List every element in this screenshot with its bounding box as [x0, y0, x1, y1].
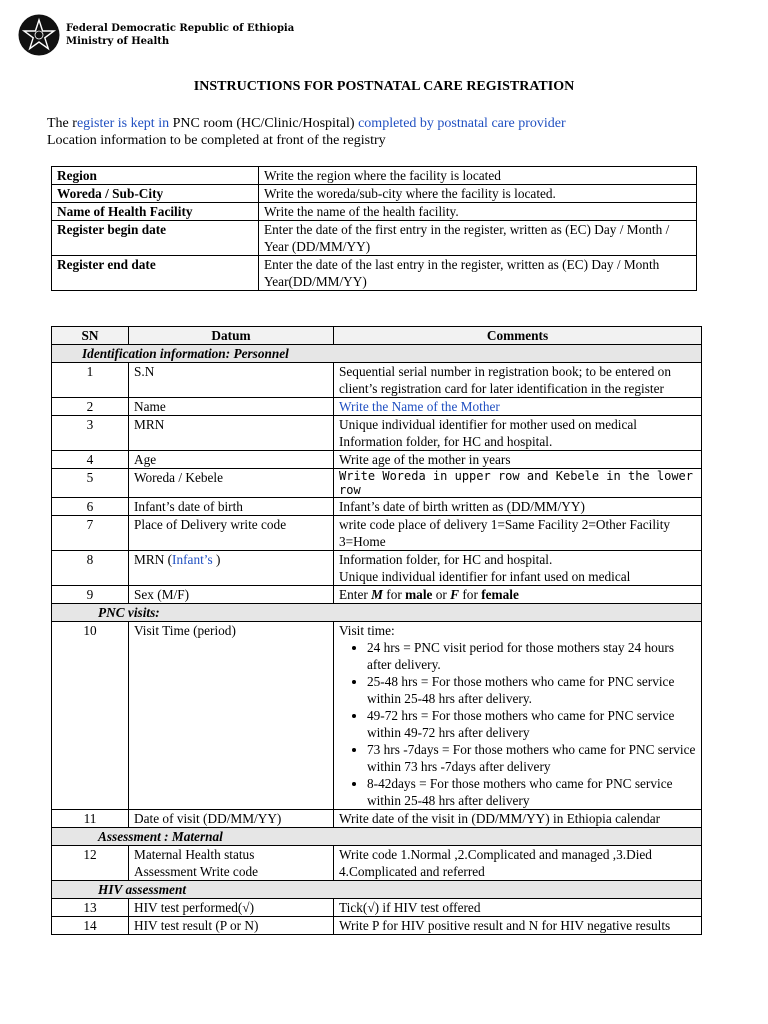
table-row: 10 Visit Time (period) Visit time: • 24 hrs = PNC visit period for those mothers stay 24 hours after delivery. • 25-48 hrs = For those mothers who came for PNC service within 25-48 hrs after delivery. • 49-72 hrs = For those mothers who came for PNC service within 49-72 hrs after delivery • 73 hrs -7days = For those mothers who came for PNC service within 73 hrs -7days after delivery • 8-42days = For those mothers who came for PNC service within 25-48 hrs after delivery: [52, 622, 702, 810]
header: [18, 14, 294, 56]
page-title: INSTRUCTIONS FOR POSTNATAL CARE REGISTRATION: [193, 79, 575, 94]
table-header-row: SN Datum Comments: [52, 327, 702, 345]
section-pnc-visits: PNC visits:: [52, 604, 702, 622]
table-row: Register begin date Enter the date of the first entry in the register, written as (EC) Day / Month / Year (DD/MM/YY): [52, 221, 697, 256]
intro-line-1: The register is kept in PNC room (HC/Clinic/Hospital) completed by postnatal care provider: [47, 116, 566, 131]
table-row: 7 Place of Delivery write code write code place of delivery 1=Same Facility 2=Other Facility 3=Home: [52, 516, 702, 551]
table-row: 8 MRN (Infant’s ) Information folder, for HC and hospital. Unique individual identifier for infant used on medical: [52, 551, 702, 586]
table-row: 1 S.N Sequential serial number in registration book; to be entered on client’s registration card for later identification in the register: [52, 363, 702, 398]
list-item: • 73 hrs -7days = For those mothers who came for PNC service within 73 hrs -7days after delivery: [367, 741, 696, 775]
table-row: 3 MRN Unique individual identifier for mother used on medical Information folder, for HC and hospital.: [52, 416, 702, 451]
table-row: 4 Age Write age of the mother in years: [52, 451, 702, 469]
table-row: Woreda / Sub-City Write the woreda/sub-city where the facility is located.: [52, 185, 697, 203]
table-row: 11 Date of visit (DD/MM/YY) Write date of the visit in (DD/MM/YY) in Ethiopia calendar: [52, 810, 702, 828]
table-row: Name of Health Facility Write the name of the health facility.: [52, 203, 697, 221]
location-table: [51, 166, 697, 291]
list-item: • 8-42days = For those mothers who came for PNC service within 25-48 hrs after delivery: [367, 775, 696, 809]
table-row: 12 Maternal Health status Assessment Write code Write code 1.Normal ,2.Complicated and managed ,3.Died 4.Complicated and referred: [52, 846, 702, 881]
table-row: 14 HIV test result (P or N) Write P for HIV positive result and N for HIV negative results: [52, 917, 702, 935]
section-hiv: HIV assessment: [52, 881, 702, 899]
org-line-1: Federal Democratic Republic of Ethiopia: [66, 23, 295, 34]
section-assessment: Assessment : Maternal: [52, 828, 702, 846]
table-row: 13 HIV test performed(√) Tick(√) if HIV test offered: [52, 899, 702, 917]
org-line-2: Ministry of Health: [66, 36, 170, 47]
table-row: 2 Name Write the Name of the Mother: [52, 398, 702, 416]
table-row: 5 Woreda / Kebele Write Woreda in upper row and Kebele in the lower row: [52, 469, 702, 498]
intro-line-2: Location information to be completed at front of the registry: [47, 133, 386, 148]
list-item: • 24 hrs = PNC visit period for those mothers stay 24 hours after delivery.: [367, 639, 696, 673]
instructions-table: [51, 326, 702, 935]
table-row: 9 Sex (M/F) Enter M for male or F for female: [52, 586, 702, 604]
list-item: • 49-72 hrs = For those mothers who came for PNC service within 49-72 hrs after delivery: [367, 707, 696, 741]
table-row: Register end date Enter the date of the last entry in the register, written as (EC) Day / Month Year(DD/MM/YY): [52, 256, 697, 291]
ethiopia-emblem-icon: [18, 14, 60, 56]
intro: [47, 115, 566, 149]
list-item: • 25-48 hrs = For those mothers who came for PNC service within 25-48 hrs after delivery.: [367, 673, 696, 707]
visit-time-list: [339, 639, 696, 809]
section-identification: Identification information: Personnel: [52, 345, 702, 363]
table-row: Region Write the region where the facility is located: [52, 167, 697, 185]
table-row: 6 Infant’s date of birth Infant’s date of birth written as (DD/MM/YY): [52, 498, 702, 516]
